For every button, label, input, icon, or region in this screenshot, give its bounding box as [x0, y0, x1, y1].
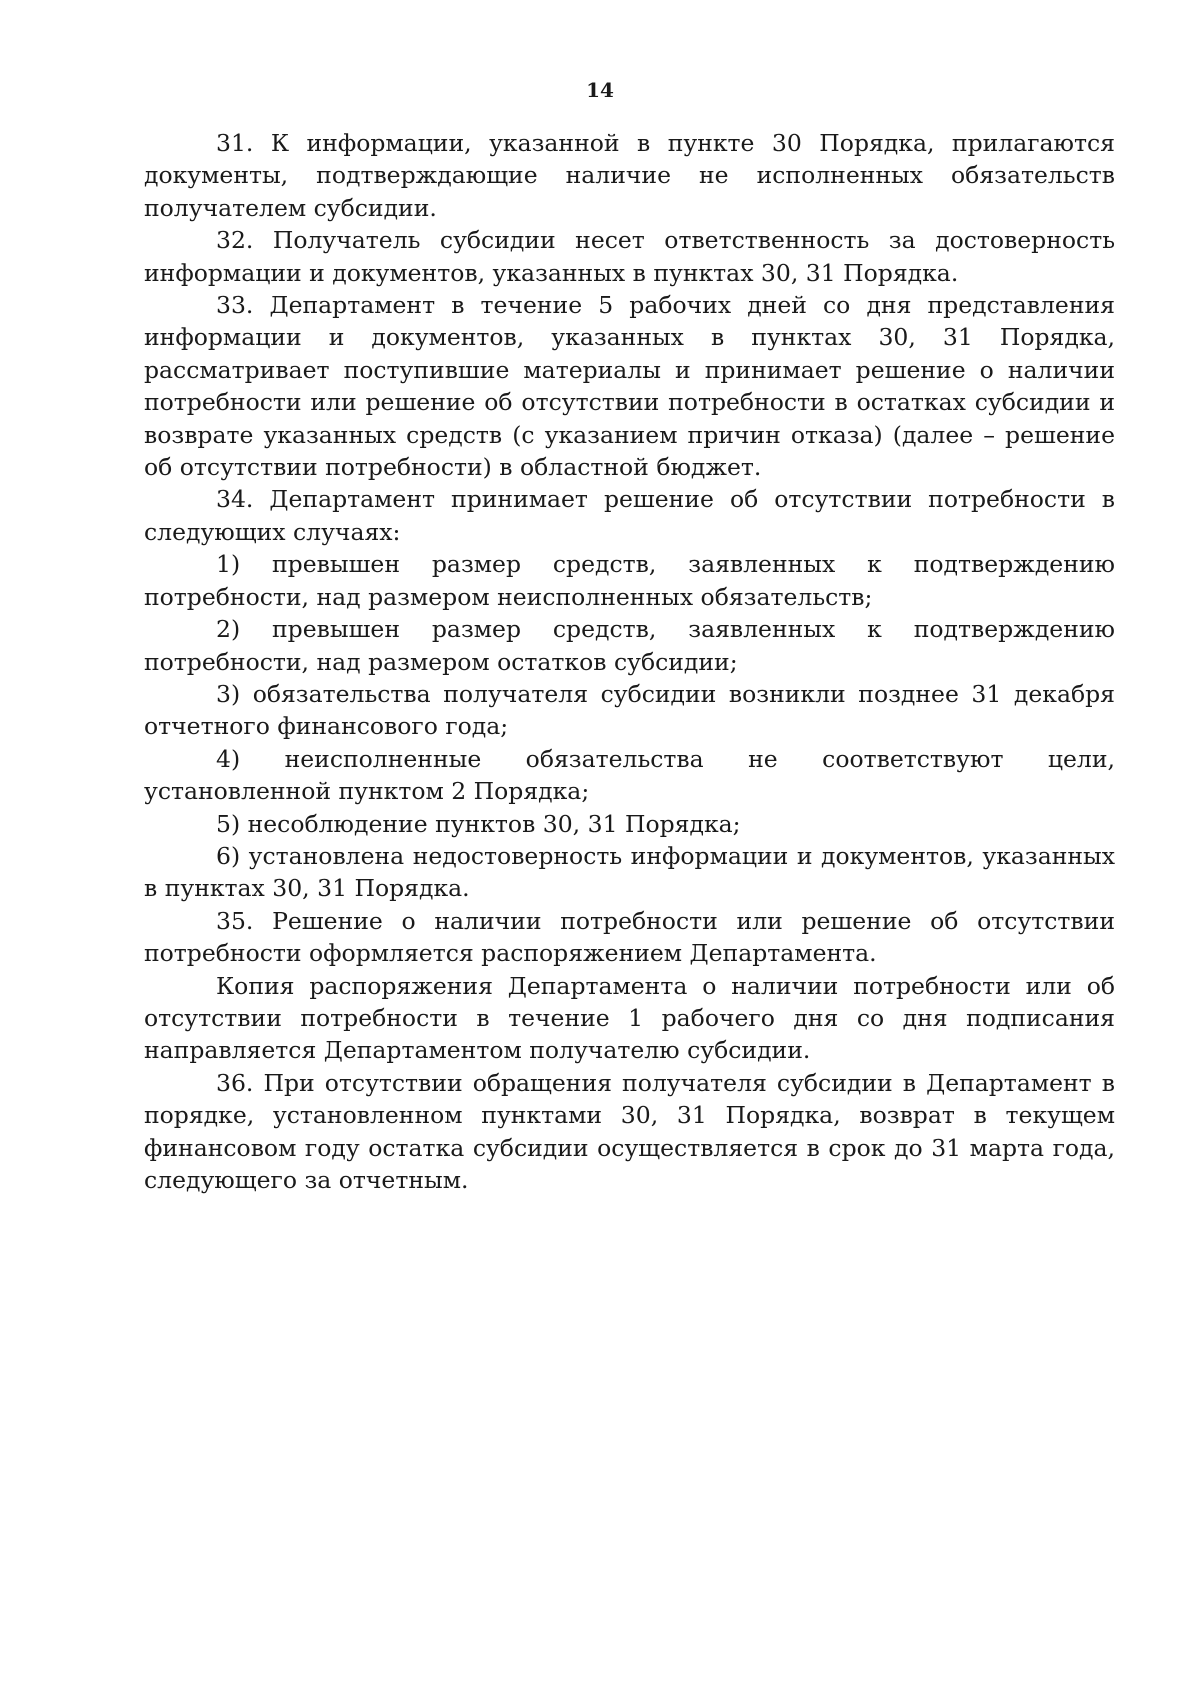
- paragraph-35-copy: Копия распоряжения Департамента о наличии потребности или об отсутствии потребности в течение 1 рабочего дня со дня подписания направляется Департаментом получателю субсидии.: [144, 971, 1115, 1065]
- list-item-5: 5) несоблюдение пунктов 30, 31 Порядка;: [216, 809, 741, 838]
- list-item-1: 1) превышен размер средств, заявленных к подтверждению потребности, над размером неисполненных обязательств;: [144, 550, 1115, 611]
- paragraph-36: 36. При отсутствии обращения получателя субсидии в Департамент в порядке, установленном пунктами 30, 31 Порядка, возврат в текущем финансовом году остатка субсидии осуществляется в срок до 31 марта года, следующего за отчетным.: [144, 1068, 1115, 1194]
- paragraph-32: 32. Получатель субсидии несет ответственность за достоверность информации и документов, указанных в пунктах 30, 31 Порядка.: [144, 226, 1115, 287]
- document-body: [144, 127, 1115, 1196]
- list-item-4: 4) неисполненные обязательства не соответствуют цели, установленной пунктом 2 Порядка;: [144, 744, 1115, 806]
- page-number: 14: [586, 78, 614, 102]
- paragraph-35: 35. Решение о наличии потребности или решение об отсутствии потребности оформляется распоряжением Департамента.: [144, 906, 1115, 968]
- paragraph-31: 31. К информации, указанной в пункте 30 Порядка, прилагаются документы, подтверждающие наличие не исполненных обязательств получателем субсидии.: [144, 129, 1115, 222]
- list-item-2: 2) превышен размер средств, заявленных к подтверждению потребности, над размером остатков субсидии;: [144, 615, 1115, 676]
- paragraph-33: 33. Департамент в течение 5 рабочих дней со дня представления информации и документов, указанных в пунктах 30, 31 Порядка, рассматривает поступившие материалы и принимает решение о наличии потребности или решение об отсутствии потребности в остатках субсидии и возврате указанных средств (с указанием причин отказа) (далее – решение об отсутствии потребности) в областной бюджет.: [144, 291, 1115, 482]
- paragraph-34: 34. Департамент принимает решение об отсутствии потребности в следующих случаях:: [144, 485, 1115, 546]
- list-item-6: 6) установлена недостоверность информации и документов, указанных в пунктах 30, 31 Порядка.: [144, 841, 1115, 903]
- list-item-3: 3) обязательства получателя субсидии возникли позднее 31 декабря отчетного финансового года;: [144, 679, 1115, 741]
